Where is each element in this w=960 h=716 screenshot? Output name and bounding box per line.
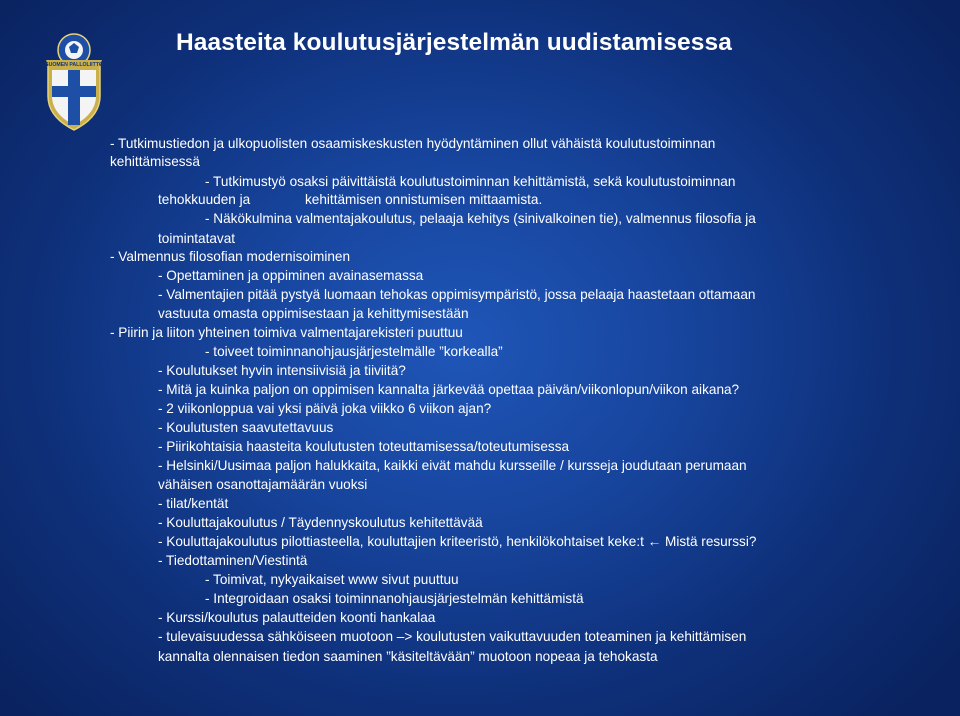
bullet-line: - Opettaminen ja oppiminen avainasemassa [158,268,424,283]
bullet-line: - Kouluttajakoulutus / Täydennyskoulutus kehitettävää [158,515,483,530]
bullet-line: - Valmentajien pitää pystyä luomaan tehokas oppimisympäristö, jossa pelaaja haastetaan ottamaan [158,287,756,302]
bullet-line: vähäisen osanottajamäärän vuoksi [158,477,368,492]
bullet-line: toimintatavat [158,231,236,246]
bullet-line: - Helsinki/Uusimaa paljon halukkaita, kaikki eivät mahdu kursseille / kursseja joudutaan perumaan [158,458,747,473]
bullet-line: - 2 viikonloppua vai yksi päivä joka viikko 6 viikon ajan? [158,401,492,416]
bullet-line: - Tutkimustiedon ja ulkopuolisten osaamiskeskusten hyödyntäminen ollut vähäistä koulutustoiminnan [110,136,716,151]
bullet-line: - Koulutukset hyvin intensiivisiä ja tiiviitä? [158,363,406,378]
bullet-line: kehittämisen onnistumisen mittaamista. [305,192,543,207]
bullet-line: - Mitä ja kuinka paljon on oppimisen kannalta järkevää opettaa päivän/viikonlopun/viikon aikana? [158,382,740,397]
bullet-line: - Kurssi/koulutus palautteiden koonti hankalaa [158,610,436,625]
bullet-line: vastuuta omasta oppimisestaan ja kehittymisestään [158,306,469,321]
bullet-line: - tulevaisuudessa sähköiseen muotoon –> koulutusten vaikuttavuuden toteaminen ja kehittämisen [158,629,747,644]
bullet-line: - Tiedottaminen/Viestintä [158,553,308,568]
bullet-line: kannalta olennaisen tiedon saaminen ”käsiteltävään” muotoon nopeaa ja tehokasta [158,649,658,664]
bullet-line: - toiveet toiminnanohjausjärjestelmälle ”korkealla” [205,344,503,359]
logo-text: SUOMEN PALLOLIITTO [45,62,103,68]
bullet-line-text: - Kouluttajakoulutus pilottiasteella, kouluttajien kriteeristö, henkilökohtaiset keke:t [158,534,644,549]
bullet-line: - Valmennus filosofian modernisoiminen [110,249,351,264]
bullet-line: - Piirikohtaisia haasteita koulutusten toteuttamisessa/toteutumisessa [158,439,570,454]
bullet-line-text: Mistä resurssi? [665,534,757,549]
bullet-line: tehokkuuden ja [158,192,251,207]
bullet-line: - Koulutusten saavutettavuus [158,420,334,435]
bullet-line: - Tutkimustyö osaksi päivittäistä koulutustoiminnan kehittämistä, sekä koulutustoiminnan [205,174,736,189]
bullet-line: - Toimivat, nykyaikaiset www sivut puuttuu [205,572,459,587]
bullet-line: - Integroidaan osaksi toiminnanohjausjärjestelmän kehittämistä [205,591,584,606]
bullet-line: - tilat/kentät [158,496,229,511]
page-title: Haasteita koulutusjärjestelmän uudistamisessa [176,29,732,56]
bullet-line: kehittämisessä [110,154,200,169]
arrow-left-icon: ← [647,534,662,549]
bullet-line: - Piirin ja liiton yhteinen toimiva valmentajarekisteri puuttuu [110,325,463,340]
bullet-line: - Näkökulmina valmentajakoulutus, pelaaja kehitys (sinivalkoinen tie), valmennus filosofia ja [205,211,756,226]
bullet-line [158,534,756,550]
